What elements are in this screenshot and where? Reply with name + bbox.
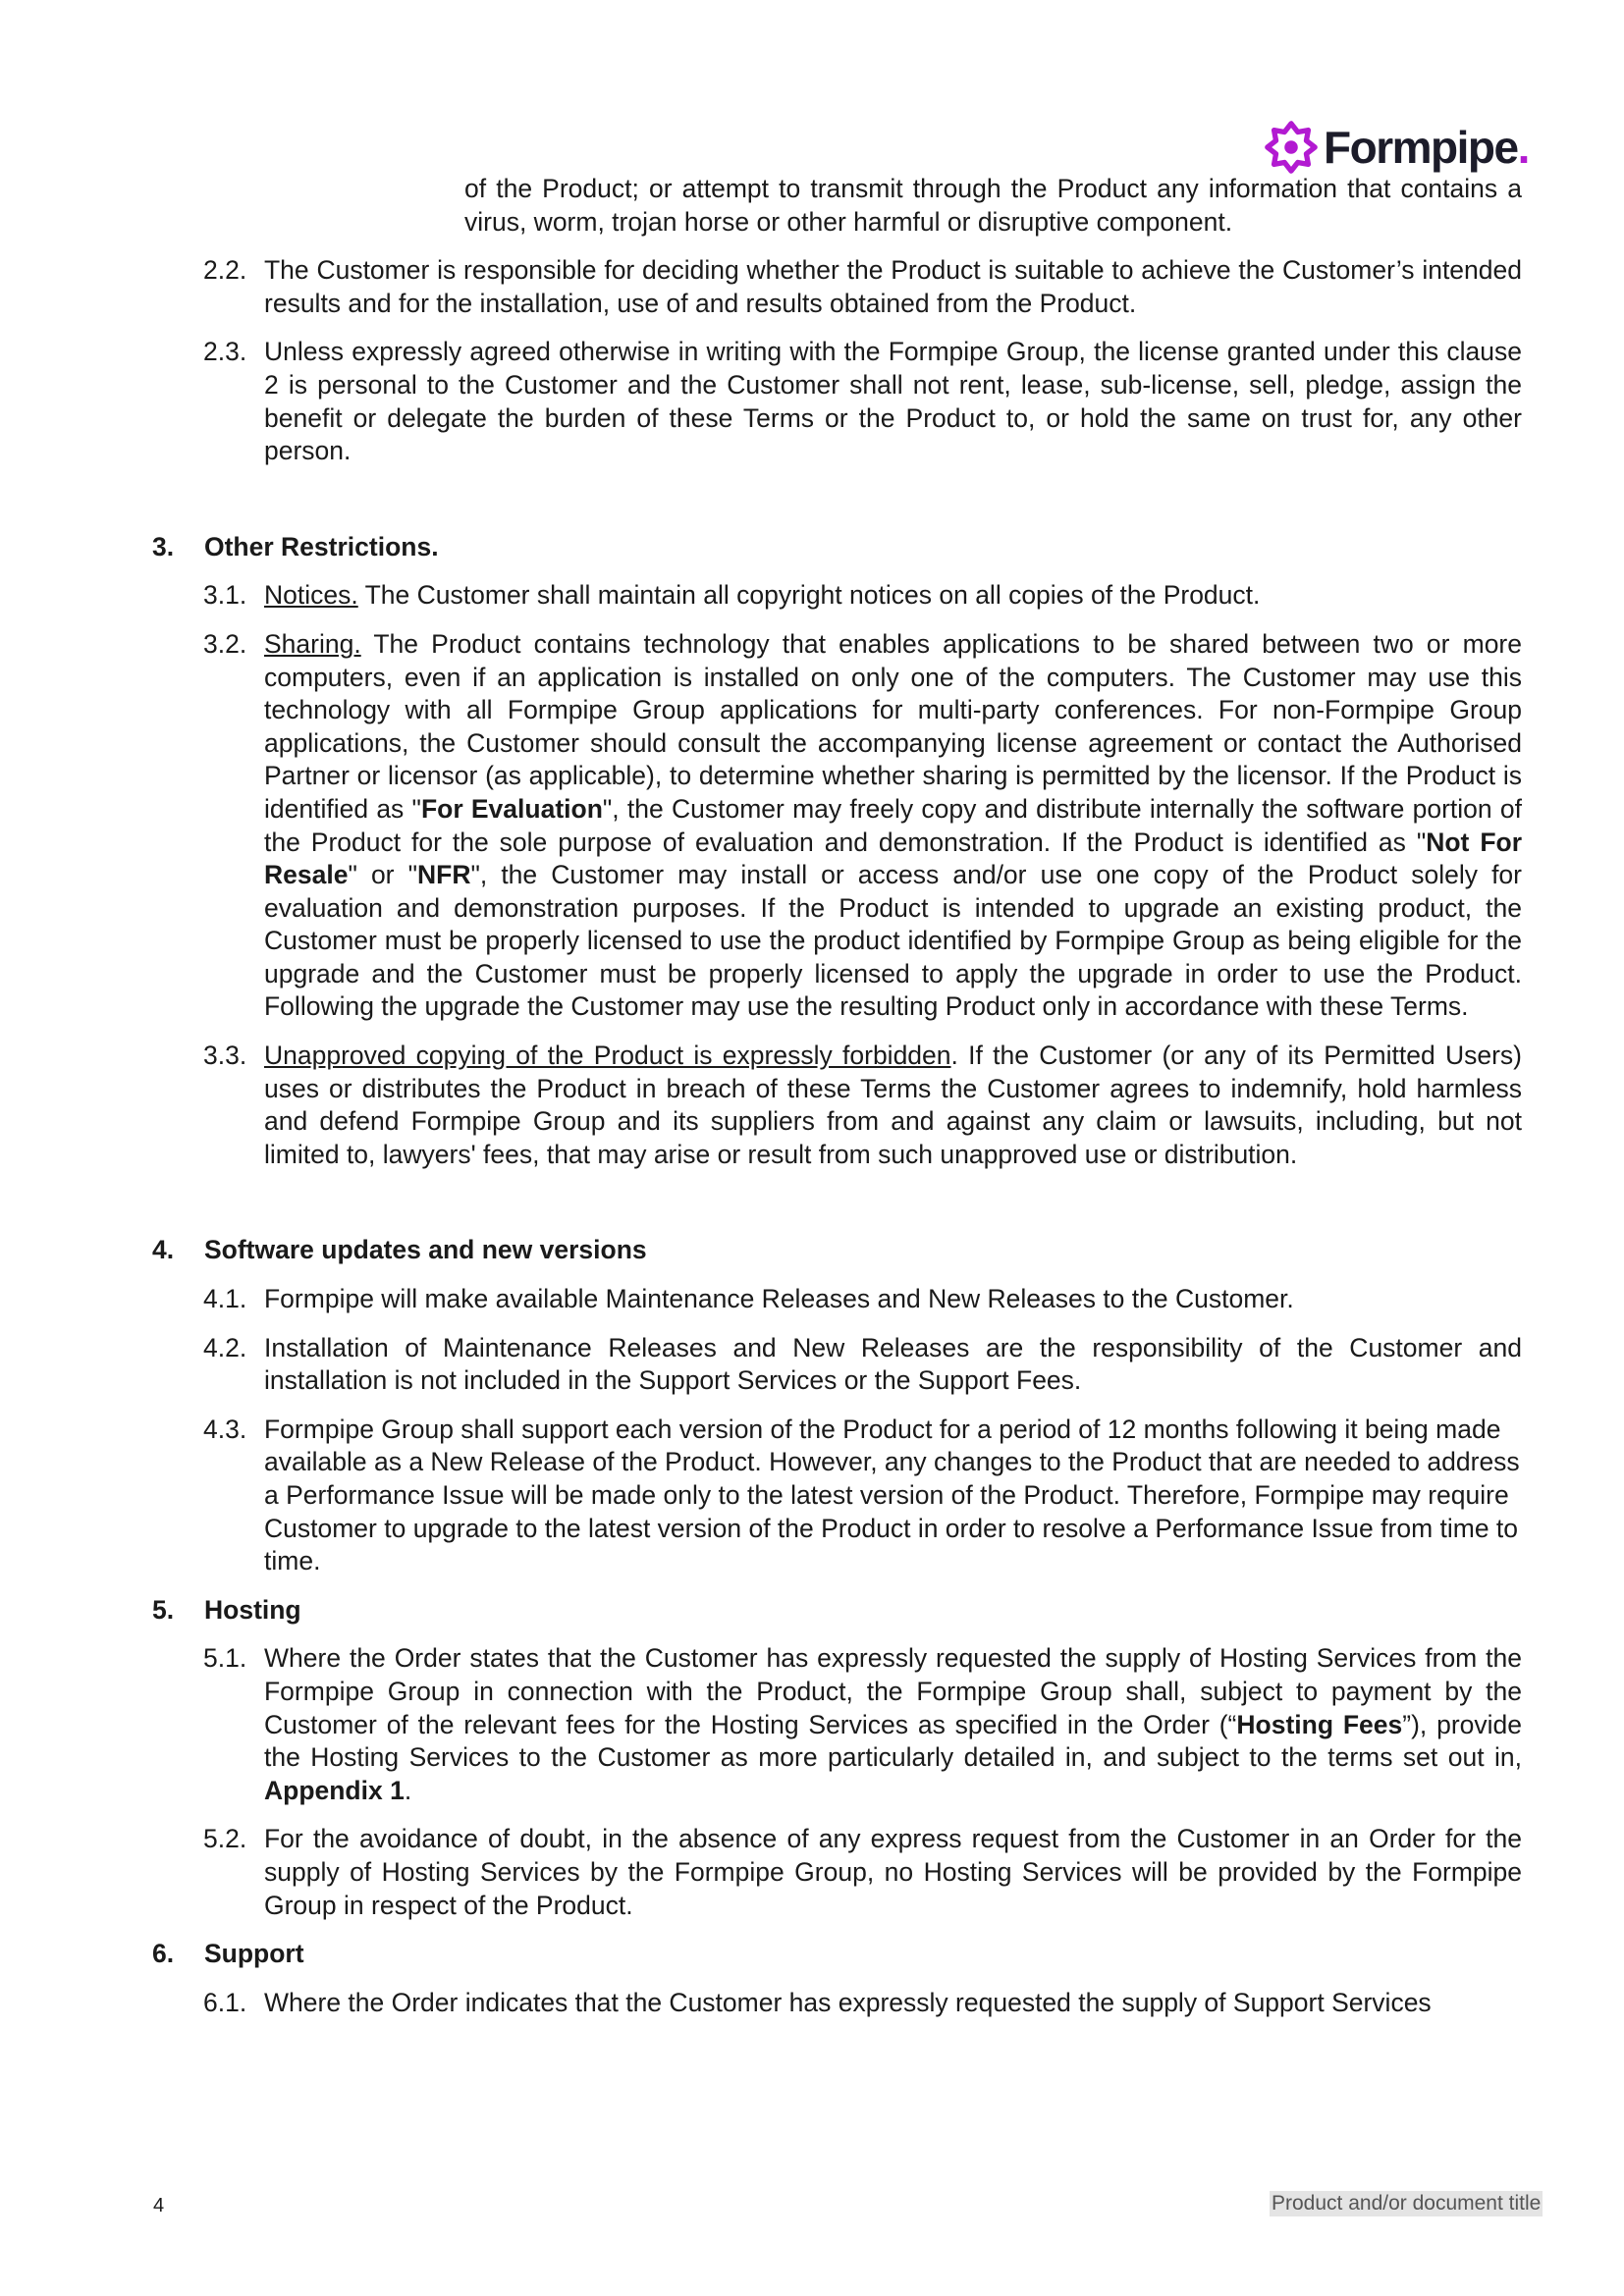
bold-term: For Evaluation [420,793,603,824]
formpipe-logo [1263,116,1529,179]
section-title: Software updates and new versions [204,1235,647,1265]
clause-text: Where the Order states that the Customer has expressly requested the supply of Hosting Services from the Formpipe Group in connection with the Product, the Formpipe Group shall, subject to payment by the Customer of the relevant fees for the Hosting Services as specified in the Order (“ [264,1643,1522,1739]
clause-3-3 [152,1040,1522,1171]
bold-term: NFR [417,860,471,890]
clause-text: . [404,1775,412,1805]
clause-text: The Customer is responsible for deciding whether the Product is suitable to achieve the Customer’s intended results and for the installation, use of and results obtained from the Product. [264,255,1522,318]
logo-wordmark: Formpipe. [1324,122,1529,173]
section-title: Hosting [204,1594,301,1625]
clause-heading: Notices. [264,580,358,611]
clause-text: For the avoidance of doubt, in the absence of any express request from the Customer in an Order for the supply of Hosting Services by the Formpipe Group, no Hosting Services will be provided by the Formpipe Group in respect of the Product. [264,1824,1522,1920]
clause-text: Unless expressly agreed otherwise in writing with the Formpipe Group, the license granted under this clause 2 is personal to the Customer and the Customer shall not rent, lease, sub-license, sell, pledge, assign the benefit or delegate the burden of these Terms or the Product to, or hold the same on trust for, any other person. [264,337,1522,466]
clause-4-2 [152,1332,1522,1398]
clause-text: Installation of Maintenance Releases and New Releases are the responsibility of the Customer and installation is not included in the Support Services or the Support Fees. [264,1332,1522,1396]
clause-number: 2.2. [203,255,247,286]
clause-number: 5.2. [203,1824,247,1854]
clause-6-1 [152,1987,1522,2020]
section-3-heading [152,531,1522,564]
clause-4-3 [152,1414,1522,1578]
clause-text: . If the Customer (or any of its Permitted Users) uses or distributes the Product in breach of these Terms the Customer agrees to indemnify, hold harmless and defend Formpipe Group and its suppliers from and against any claim or lawsuits, including, but not limited to, lawyers' fees, that may arise or result from such unapproved use or distribution. [264,1041,1522,1169]
clause-2-2 [152,254,1522,320]
clause-number: 5.1. [203,1643,247,1674]
section-5-heading [152,1594,1522,1628]
clause-3-1 [152,579,1522,613]
clause-3-2 [152,628,1522,1024]
bold-term: Appendix 1 [264,1775,405,1805]
section-number: 4. [152,1235,175,1265]
footer-document-title: Product and/or document title [1272,2192,1542,2215]
clause-text: Formpipe Group shall support each version of the Product for a period of 12 months following it being made available as a New Release of the Product. However, any changes to the Product that are needed to address a Performance Issue will be made only to the latest version of the Product. Therefore, Formpipe may require Customer to upgrade to the latest version of the Product in order to resolve a Performance Issue from time to time. [264,1414,1520,1576]
bold-term: Not For Resale [264,827,1523,890]
clause-number: 4.2. [203,1332,247,1362]
document-body [152,173,1522,2035]
clause-number: 4.3. [203,1414,247,1444]
clause-text: The Product contains technology that enables applications to be shared between two or more computers, even if an application is installed on only one of the computers. The Customer may use this technology with all Formpipe Group applications for multi-party conferences. For non-Formpipe Group applications, the Customer should consult the accompanying license agreement or contact the Authorised Partner or licensor (as applicable), to determine whether sharing is permitted by the licensor. If the Product is identified as " [264,628,1522,824]
clause-text: ", the Customer may install or access and/or use one copy of the Product solely for evaluation and demonstration purposes. If the Product is intended to upgrade an existing product, the Customer must be properly licensed to use the product identified by Formpipe Group as being eligible for the upgrade and the Customer must be properly licensed to apply the upgrade in order to use the Product. Following the upgrade the Customer may use the resulting Product only in accordance with these Terms. [264,860,1522,1022]
clause-text: Where the Order indicates that the Customer has expressly requested the supply of Support Services [264,1987,1432,2017]
section-title: Support [204,1939,304,1969]
clause-4-1 [152,1283,1522,1316]
clause-2-3 [152,336,1522,467]
clause-number: 3.3. [203,1041,247,1071]
bold-term: Hosting Fees [1236,1709,1403,1739]
section-number: 5. [152,1594,175,1625]
clause-text: " or " [348,860,417,890]
section-6-heading [152,1938,1522,1971]
clause-number: 4.1. [203,1284,247,1314]
continuation-paragraph: of the Product; or attempt to transmit through the Product any information that contains a virus, worm, trojan horse or other harmful or disruptive component. [464,174,1522,237]
clause-5-1 [152,1642,1522,1807]
section-number: 3. [152,531,175,561]
section-number: 6. [152,1939,175,1969]
clause-5-2 [152,1823,1522,1922]
section-title: Other Restrictions. [204,531,439,561]
clause-heading: Sharing. [264,628,361,659]
formpipe-flower-icon [1263,119,1320,176]
clause-heading: Unapproved copying of the Product is expressly forbidden [264,1041,951,1071]
clause-text: ”), provide the Hosting Services to the Customer as more particularly detailed in, and subject to the terms set out in, [264,1709,1523,1773]
clause-number: 3.2. [203,628,247,659]
clause-text: The Customer shall maintain all copyright notices on all copies of the Product. [357,580,1261,611]
clause-number: 2.3. [203,337,247,367]
clause-text: Formpipe will make available Maintenance Releases and New Releases to the Customer. [264,1284,1294,1314]
section-4-heading [152,1234,1522,1267]
clause-text: ", the Customer may freely copy and distribute internally the software portion of the Product for the sole purpose of evaluation and demonstration. If the Product is identified as " [264,793,1522,857]
page-number: 4 [153,2195,165,2216]
clause-number: 6.1. [203,1987,247,2017]
clause-number: 3.1. [203,580,247,611]
